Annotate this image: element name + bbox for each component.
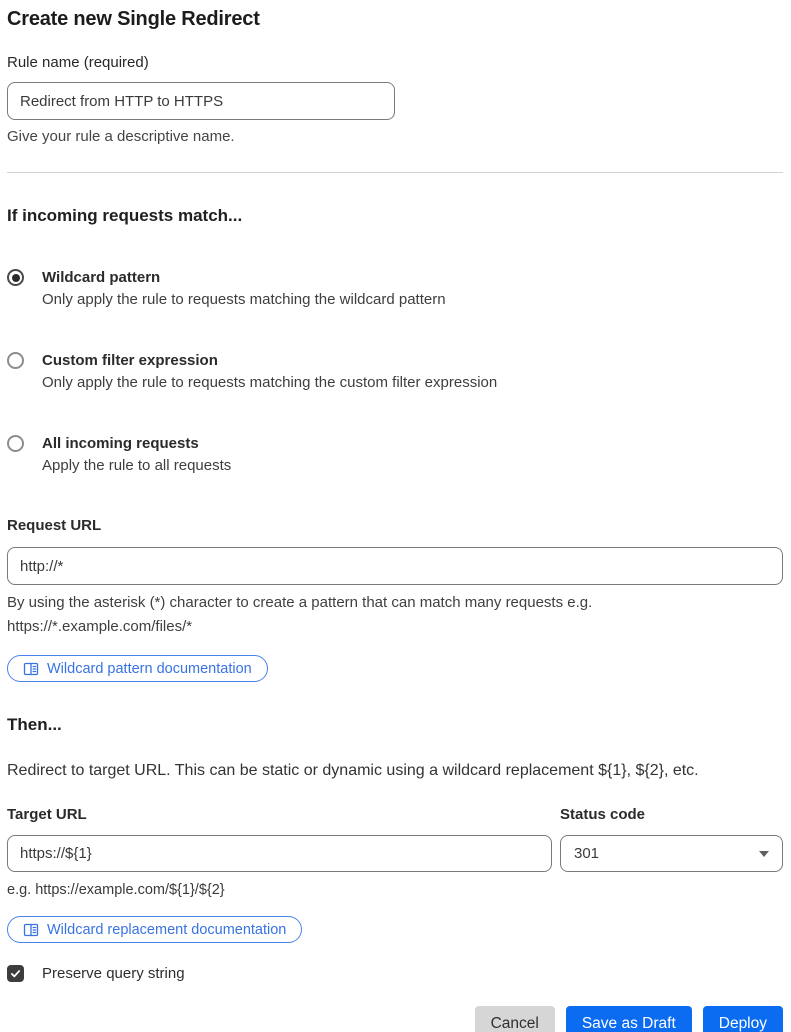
section-divider <box>7 172 783 173</box>
chevron-down-icon <box>759 851 769 857</box>
form-actions <box>7 1006 783 1032</box>
rule-name-help: Give your rule a descriptive name. <box>7 128 235 145</box>
then-section-heading: Then... <box>7 715 62 734</box>
target-url-label: Target URL <box>7 806 87 823</box>
if-section-heading: If incoming requests match... <box>7 206 243 225</box>
doc-button-label: Wildcard replacement documentation <box>47 921 287 938</box>
radio-option-wildcard-pattern[interactable] <box>7 268 783 312</box>
radio-button-icon[interactable] <box>7 352 24 369</box>
radio-label: All incoming requests <box>42 435 199 452</box>
radio-label: Wildcard pattern <box>42 269 161 286</box>
open-book-icon <box>23 661 39 677</box>
page-title: Create new Single Redirect <box>7 8 260 30</box>
open-book-icon <box>23 922 39 938</box>
radio-label: Custom filter expression <box>42 352 218 369</box>
request-url-help <box>7 591 783 639</box>
request-url-help-line1: By using the asterisk (*) character to create a pattern that can match many requests e.g. <box>7 594 593 611</box>
radio-button-icon[interactable] <box>7 435 24 452</box>
preserve-query-string-option[interactable] <box>7 965 783 982</box>
deploy-button[interactable]: Deploy <box>703 1006 783 1032</box>
wildcard-pattern-documentation-button[interactable] <box>7 655 268 682</box>
radio-description: Apply the rule to all requests <box>42 457 232 474</box>
wildcard-replacement-documentation-button[interactable] <box>7 916 302 943</box>
match-type-radio-group <box>7 268 783 478</box>
request-url-input[interactable] <box>7 547 783 585</box>
status-code-selected-value: 301 <box>574 845 600 862</box>
radio-option-custom-filter-expression[interactable] <box>7 351 783 395</box>
cancel-button[interactable]: Cancel <box>475 1006 555 1032</box>
status-code-label: Status code <box>560 806 646 823</box>
target-inputs-row <box>7 835 783 872</box>
radio-description: Only apply the rule to requests matching the custom filter expression <box>42 374 498 391</box>
target-url-help: e.g. https://example.com/${1}/${2} <box>7 882 225 898</box>
preserve-query-string-label: Preserve query string <box>42 965 185 982</box>
save-as-draft-button[interactable]: Save as Draft <box>566 1006 692 1032</box>
radio-option-all-incoming-requests[interactable] <box>7 434 783 478</box>
checkbox-checked-icon[interactable] <box>7 965 24 982</box>
radio-description: Only apply the rule to requests matching the wildcard pattern <box>42 291 446 308</box>
request-url-help-line2: https://*.example.com/files/* <box>7 618 193 635</box>
status-code-select[interactable] <box>560 835 783 872</box>
target-url-input[interactable] <box>7 835 552 872</box>
doc-button-label: Wildcard pattern documentation <box>47 660 252 677</box>
rule-name-input[interactable] <box>7 82 395 120</box>
target-labels-row <box>7 806 783 824</box>
rule-name-label: Rule name (required) <box>7 54 149 71</box>
then-section-description: Redirect to target URL. This can be static or dynamic using a wildcard replacement ${1}, ${2}, etc. <box>7 762 699 779</box>
request-url-label: Request URL <box>7 517 102 534</box>
radio-button-icon[interactable] <box>7 269 24 286</box>
